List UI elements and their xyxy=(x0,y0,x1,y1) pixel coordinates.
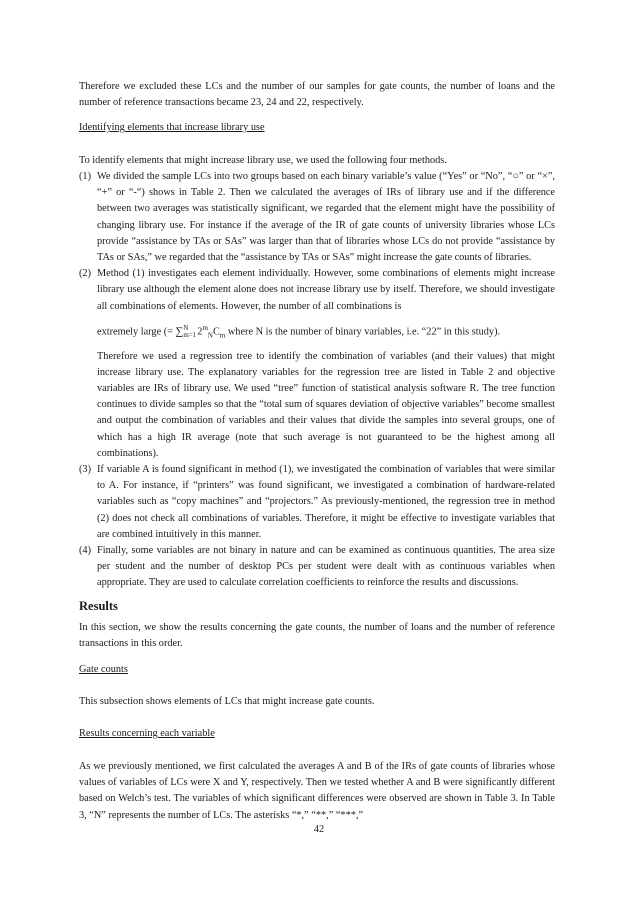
method-text-4: Finally, some variables are not binary in nature and can be examined as continuous quantities. The area size per student and the number of desktop PCs per student were dealt with as continuous variables when appropriate. They are used to calculate correlation coefficients to reinforce the results and discussions. xyxy=(97,544,555,589)
method-item-1 xyxy=(79,169,555,266)
formula-prefix: extremely large (= xyxy=(97,326,173,338)
gate-counts-paragraph: This subsection shows elements of LCs that might increase gate counts. xyxy=(79,696,375,707)
method-text-2b: Therefore we used a regression tree to identify the combination of variables (and their values) that might increase library use. The explanatory variables for the regression tree are listed in Table 2 and objective variables are IRs of library use. We used “tree” function of statistical analysis software R. The tree function continues to divide samples so that the “total sum of squares deviation of objective variables” become smallest and output the combination of variables and their values that divide the samples into several groups, one of which has a high IR average (note that such average is not guaranteed to be the highest among all combinations). xyxy=(97,350,555,459)
sum-limits xyxy=(183,325,196,339)
sum-upper-limit: N xyxy=(183,323,189,332)
method-item-2 xyxy=(79,266,555,462)
method-number-4: (4) xyxy=(79,544,92,556)
formula-base-two: 2 xyxy=(197,326,203,338)
formula-suffix: where N is the number of binary variables, i.e. “22” in this study). xyxy=(227,326,501,338)
method-item-3 xyxy=(79,462,555,543)
page-number: 42 xyxy=(313,824,325,835)
gate-counts-heading: Gate counts xyxy=(79,664,128,675)
method-text-3: If variable A is found significant in method (1), we investigated the combination of variables that were similar to A. For instance, if “printers” was found significant, we investigated a combination of hardware-related variables such as “copy machines” and “projectors.” As previously-mentioned, the regression tree in method (2) does not check all combinations of variables. Therefore, it might be effective to investigate variables that are combined intuitively in this manner. xyxy=(97,463,555,540)
method-text-2a: Method (1) investigates each element individually. However, some combinations of elements might increase library use although the element alone does not increase library use by itself. Therefore, we should investigate all combinations of elements. However, the number of all combinations is xyxy=(97,268,555,312)
formula-combination-c: C xyxy=(212,326,220,338)
method-number-1: (1) xyxy=(79,171,92,182)
methods-lead-paragraph: To identify elements that might increase library use, we used the following four methods. xyxy=(79,155,447,166)
method-number-2: (2) xyxy=(79,268,92,280)
formula-m-subscript: m xyxy=(219,331,226,340)
method-number-3: (3) xyxy=(79,463,92,475)
formula-exponent: m xyxy=(202,323,208,332)
intro-paragraph: Therefore we excluded these LCs and the number of our samples for gate counts, the number of loans and the number of reference transactions became 23, 24 and 22, respectively. xyxy=(79,81,555,109)
methods-list xyxy=(79,169,555,592)
sum-lower-limit: m=1 xyxy=(183,330,197,339)
results-heading: Results xyxy=(79,599,118,613)
results-each-variable-heading: Results concerning each variable xyxy=(79,728,215,739)
method-item-4 xyxy=(79,543,555,592)
results-each-variable-paragraph: As we previously mentioned, we first calculated the averages A and B of the IRs of gate counts of libraries whose values of variables of LCs were X and Y, respectively. Then we tested whether A and B were significantly different based on Welch’s test. The variables of which significant differences were observed are shown in Table 3. In Table 3, “N” represents the number of LCs. The asterisks “*,” “**,” “***,” xyxy=(79,761,555,821)
results-intro-paragraph: In this section, we show the results concerning the gate counts, the number of loans and the number of reference transactions in this order. xyxy=(79,622,555,650)
combination-formula xyxy=(97,315,555,349)
section-heading-identifying: Identifying elements that increase library use xyxy=(79,122,265,133)
formula-n-subscript: N xyxy=(207,331,213,340)
sum-symbol: ∑ xyxy=(175,325,184,338)
method-text-1: We divided the sample LCs into two groups based on each binary variable’s value (“Yes” or “No”, “○” or “×”, “+” or “-“) shows in Table 2. Then we calculated the averages of IRs of library use and if the difference between two averages was statistically significant, we regarded that the element might have the possibility of changing library use. For instance if the average of the IR of gate counts of university libraries whose LCs provide “assistance by TAs or SAs” was larger than that of libraries whose LCs do not provide “assistance by TAs or SAs,” we regarded that the “assistance by TAs or SAs” might increase the gate counts of libraries. xyxy=(97,171,555,264)
